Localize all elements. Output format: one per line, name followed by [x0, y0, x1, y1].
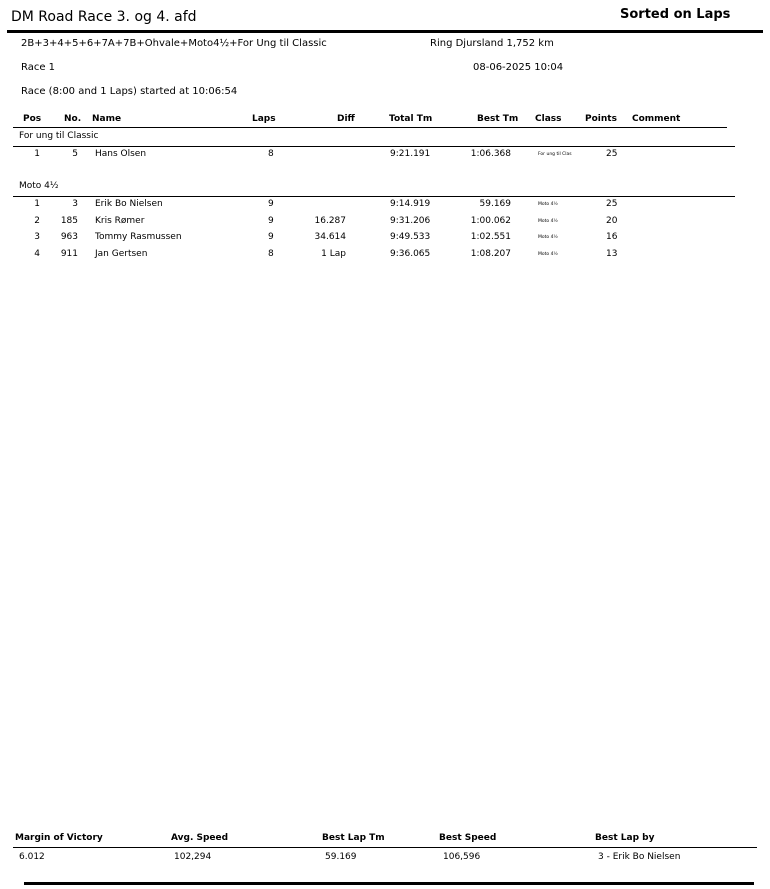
group-title: For ung til Classic — [19, 131, 99, 141]
cell-points: 25 — [606, 199, 618, 209]
race-datetime: 08-06-2025 10:04 — [473, 62, 564, 73]
footer-bestby-value: 3 - Erik Bo Nielsen — [598, 852, 681, 862]
cell-name: Erik Bo Nielsen — [95, 199, 163, 209]
cell-points: 16 — [606, 232, 618, 242]
group-rule — [13, 196, 735, 197]
column-header-pos: Pos — [23, 114, 42, 124]
cell-pos: 4 — [34, 249, 40, 259]
group-rule — [13, 146, 735, 147]
cell-best: 1:00.062 — [470, 216, 511, 226]
cell-total: 9:31.206 — [390, 216, 431, 226]
cell-no: 185 — [60, 216, 78, 226]
race-start-info: Race (8:00 and 1 Laps) started at 10:06:54 — [21, 86, 238, 97]
cell-laps: 8 — [268, 249, 274, 259]
footer-rule — [13, 847, 757, 848]
cell-no: 911 — [60, 249, 78, 259]
cell-name: Kris Rømer — [95, 216, 145, 226]
column-header-total: Total Tm — [389, 114, 433, 124]
cell-diff: 34.614 — [314, 232, 346, 242]
footer-bestspeed-label: Best Speed — [439, 833, 497, 843]
group-title: Moto 4½ — [19, 181, 59, 191]
cell-class: Moto 4½ — [538, 252, 558, 257]
cell-name: Hans Olsen — [95, 149, 147, 159]
cell-pos: 2 — [34, 216, 40, 226]
cell-laps: 8 — [268, 149, 274, 159]
cell-class: Moto 4½ — [538, 235, 558, 240]
sort-label: Sorted on Laps — [620, 7, 731, 22]
cell-class: Moto 4½ — [538, 202, 558, 207]
column-header-class: Class — [535, 114, 562, 124]
cell-best: 1:08.207 — [470, 249, 511, 259]
footer-bestlap-label: Best Lap Tm — [322, 833, 385, 843]
cell-no: 963 — [60, 232, 78, 242]
cell-total: 9:14.919 — [390, 199, 431, 209]
cell-diff: 16.287 — [314, 216, 346, 226]
race-name: Race 1 — [21, 62, 56, 73]
column-header-diff: Diff — [337, 114, 355, 124]
cell-points: 25 — [606, 149, 618, 159]
cell-class: For ung til Clas — [538, 152, 572, 157]
cell-best: 1:02.551 — [470, 232, 511, 242]
cell-points: 13 — [606, 249, 618, 259]
footer-speed-value: 102,294 — [174, 852, 212, 862]
cell-laps: 9 — [268, 199, 274, 209]
footer-speed-label: Avg. Speed — [171, 833, 229, 843]
top-rule — [7, 30, 763, 33]
footer-margin-label: Margin of Victory — [15, 833, 103, 843]
column-header-laps: Laps — [252, 114, 276, 124]
cell-diff: 1 Lap — [321, 249, 346, 259]
cell-pos: 1 — [34, 199, 40, 209]
footer-margin-value: 6.012 — [19, 852, 45, 862]
cell-total: 9:36.065 — [390, 249, 431, 259]
cell-best: 59.169 — [479, 199, 511, 209]
cell-pos: 3 — [34, 232, 40, 242]
cell-name: Jan Gertsen — [95, 249, 148, 259]
track-info: Ring Djursland 1,752 km — [430, 38, 554, 49]
cell-total: 9:21.191 — [390, 149, 431, 159]
cell-class: Moto 4½ — [538, 219, 558, 224]
cell-points: 20 — [606, 216, 618, 226]
report-title: DM Road Race 3. og 4. afd — [11, 9, 197, 25]
column-header-best: Best Tm — [477, 114, 519, 124]
cell-no: 5 — [72, 149, 78, 159]
column-header-comment: Comment — [632, 114, 681, 124]
cell-best: 1:06.368 — [470, 149, 511, 159]
cell-name: Tommy Rasmussen — [95, 232, 182, 242]
column-header-name: Name — [92, 114, 122, 124]
race-classes: 2B+3+4+5+6+7A+7B+Ohvale+Moto4½+For Ung til Classic — [21, 38, 327, 49]
bottom-rule — [24, 882, 754, 885]
footer-bestlap-value: 59.169 — [325, 852, 357, 862]
header-rule — [13, 127, 727, 128]
footer-bestspeed-value: 106,596 — [443, 852, 481, 862]
column-header-points: Points — [585, 114, 617, 124]
cell-laps: 9 — [268, 232, 274, 242]
cell-no: 3 — [72, 199, 78, 209]
footer-bestby-label: Best Lap by — [595, 833, 655, 843]
column-header-no: No. — [64, 114, 82, 124]
cell-total: 9:49.533 — [390, 232, 431, 242]
cell-laps: 9 — [268, 216, 274, 226]
cell-pos: 1 — [34, 149, 40, 159]
